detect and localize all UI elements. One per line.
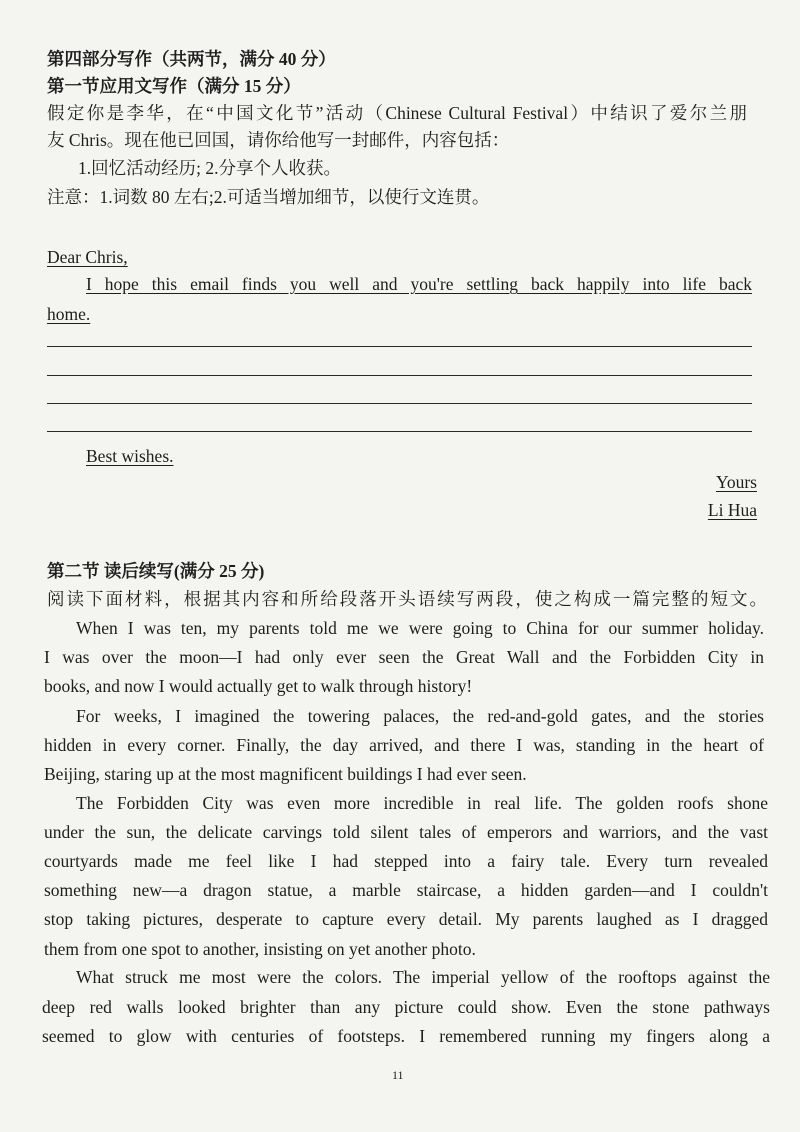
answer-line — [47, 403, 752, 404]
passage-line: What struck me most were the colors. The imperial yellow of the rooftops against the — [76, 967, 770, 987]
passage-line: books, and now I would actually get to walk through history! — [44, 676, 473, 696]
letter-greeting: Dear Chris, — [47, 247, 128, 267]
writing-note: 注意：1.词数 80 左右;2.可适当增加细节，以使行文连贯。 — [47, 187, 490, 207]
answer-line — [47, 431, 752, 432]
prompt-line: 1.回忆活动经历; 2.分享个人收获。 — [78, 158, 341, 178]
passage-line: stop taking pictures, desperate to capture every detail. My parents laughed as I dragged — [44, 909, 768, 929]
passage-line: courtyards made me feel like I had stepped into a fairy tale. Every turn revealed — [44, 851, 768, 871]
passage-line: under the sun, the delicate carvings told silent tales of emperors and warriors, and the vast — [44, 822, 768, 842]
passage-line: Beijing, staring up at the most magnificent buildings I had ever seen. — [44, 764, 527, 784]
passage-line: seemed to glow with centuries of footsteps. I remembered running my fingers along a — [42, 1026, 770, 1046]
passage-line: deep red walls looked brighter than any picture could show. Even the stone pathways — [42, 997, 770, 1017]
letter-signoff: Yours — [715, 472, 757, 492]
prompt-line: 友 Chris。现在他已回国，请你给他写一封邮件，内容包括： — [47, 130, 510, 150]
answer-line — [47, 375, 752, 376]
section1-heading: 第一节应用文写作（满分 15 分） — [47, 76, 301, 96]
passage-line: something new—a dragon statue, a marble staircase, a hidden garden—and I couldn't — [44, 880, 768, 900]
passage-line: The Forbidden City was even more incredible in real life. The golden roofs shone — [76, 793, 768, 813]
answer-line — [47, 346, 752, 347]
passage-line: hidden in every corner. Finally, the day arrived, and there I was, standing in the heart of — [44, 735, 764, 755]
passage-line: When I was ten, my parents told me we were going to China for our summer holiday. — [76, 618, 764, 638]
letter-opening-line: home. — [47, 304, 91, 324]
passage-line: I was over the moon—I had only ever seen the Great Wall and the Forbidden City in — [44, 647, 764, 667]
letter-opening-line: I hope this email finds you well and you're settling back happily into life back — [86, 274, 752, 294]
passage-line: them from one spot to another, insisting on yet another photo. — [44, 939, 476, 959]
prompt-line: 假定你是李华，在“中国文化节”活动（Chinese Cultural Festival）中结识了爱尔兰朋 — [47, 103, 747, 123]
passage-line: For weeks, I imagined the towering palaces, the red-and-gold gates, and the stories — [76, 706, 764, 726]
section2-heading: 第二节 读后续写(满分 25 分) — [47, 561, 265, 581]
section2-instruction: 阅读下面材料，根据其内容和所给段落开头语续写两段，使之构成一篇完整的短文。 — [47, 589, 767, 609]
page-number: 11 — [392, 1068, 404, 1082]
part-heading: 第四部分写作（共两节，满分 40 分） — [47, 49, 336, 69]
letter-closing: Best wishes. — [86, 446, 174, 466]
letter-signature: Li Hua — [707, 500, 757, 520]
